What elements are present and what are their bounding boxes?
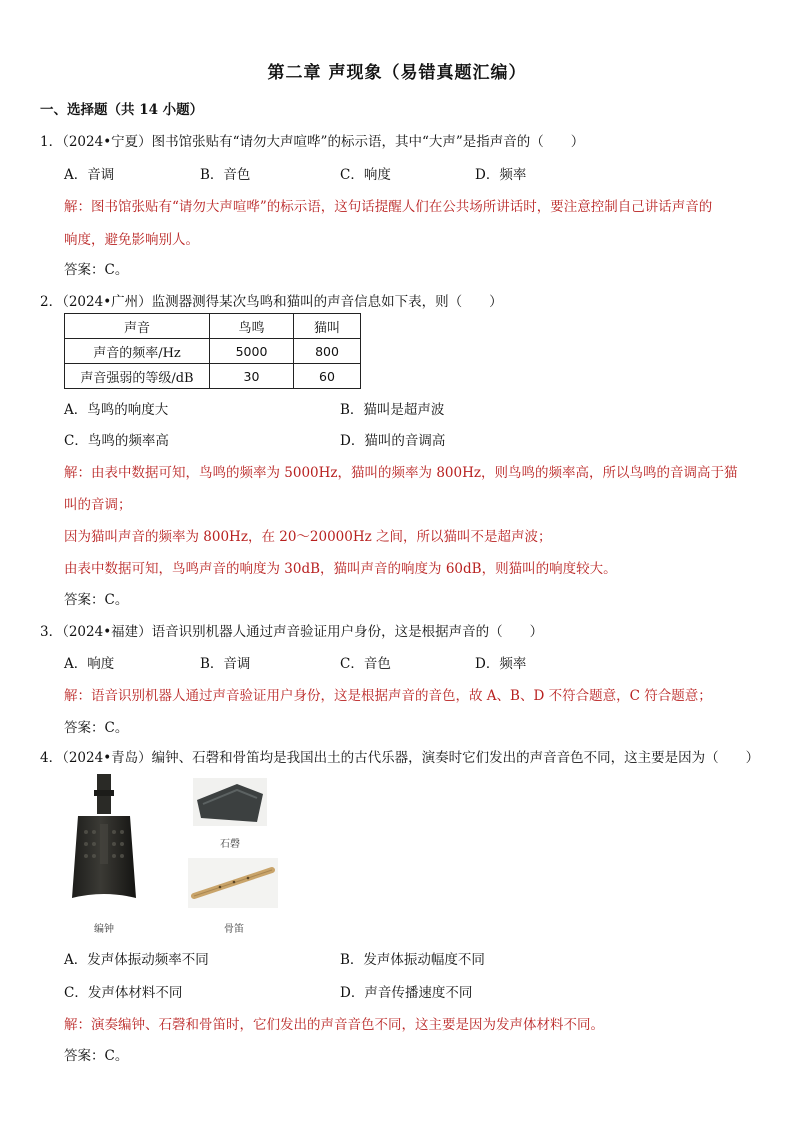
table-header-row	[65, 314, 361, 339]
table-cell: 声音的频率/Hz	[65, 339, 210, 364]
page-title: 第二章 声现象（易错真题汇编）	[267, 63, 527, 83]
question-1-solution-line: 解：图书馆张贴有“请勿大声喧哗”的标示语，这句话提醒人们在公共场所讲话时，要注意控制自己讲话声音的	[64, 199, 713, 215]
question-3-option-b: B．音调	[200, 656, 251, 672]
sound-data-table	[64, 313, 361, 389]
question-2-solution-line: 由表中数据可知，鸟鸣声音的响度为 30dB，猫叫声音的响度为 60dB，则猫叫的响度较大。	[64, 561, 617, 577]
question-2-answer: 答案：C。	[64, 592, 129, 608]
question-4-option-b: B．发声体振动幅度不同	[340, 952, 485, 968]
bone-flute-caption: 骨笛	[224, 924, 244, 935]
bone-flute-image	[188, 858, 278, 908]
question-1-option-b: B．音色	[200, 167, 251, 183]
question-2-solution-line: 因为猫叫声音的频率为 800Hz，在 20～20000Hz 之间，所以猫叫不是超声波；	[64, 529, 552, 545]
question-1-option-c: C．响度	[340, 167, 391, 183]
table-header-cell: 鸟鸣	[210, 314, 294, 339]
table-cell: 60	[294, 364, 361, 389]
question-2-stem: 2．（2024•广州）监测器测得某次鸟鸣和猫叫的声音信息如下表，则（ ）	[40, 294, 503, 310]
stone-chime-image	[193, 778, 267, 826]
question-1-option-d: D．频率	[475, 167, 527, 183]
question-3-option-d: D．频率	[475, 656, 527, 672]
question-2-option-a: A．鸟鸣的响度大	[64, 402, 169, 418]
table-row	[65, 339, 361, 364]
question-1-stem: 1．（2024•宁夏）图书馆张贴有“请勿大声喧哗”的标示语，其中“大声”是指声音的（ ）	[40, 134, 585, 150]
table-cell: 5000	[210, 339, 294, 364]
question-4-solution-line: 解：演奏编钟、石磬和骨笛时，它们发出的声音音色不同，这主要是因为发声体材料不同。	[64, 1017, 604, 1033]
table-header-cell: 猫叫	[294, 314, 361, 339]
question-4-option-c: C．发声体材料不同	[64, 985, 183, 1001]
question-4-answer: 答案：C。	[64, 1048, 129, 1064]
table-cell: 30	[210, 364, 294, 389]
table-cell: 声音强弱的等级/dB	[65, 364, 210, 389]
table-header-cell: 声音	[65, 314, 210, 339]
question-1-option-a: A．音调	[64, 167, 115, 183]
question-3-option-a: A．响度	[64, 656, 115, 672]
question-1-answer: 答案：C。	[64, 262, 129, 278]
bell-caption: 编钟	[94, 924, 114, 935]
question-2-solution-line: 叫的音调；	[64, 497, 132, 513]
question-3-option-c: C．音色	[340, 656, 391, 672]
section-heading: 一、选择题（共 14 小题）	[40, 102, 204, 118]
table-cell: 800	[294, 339, 361, 364]
question-2-solution-line: 解：由表中数据可知，鸟鸣的频率为 5000Hz，猫叫的频率为 800Hz，则鸟鸣的频率高，所以鸟鸣的音调高于猫	[64, 465, 738, 481]
question-3-answer: 答案：C。	[64, 720, 129, 736]
bronze-bell-image	[64, 772, 144, 912]
question-4-option-a: A．发声体振动频率不同	[64, 952, 209, 968]
stone-chime-caption: 石磬	[220, 839, 240, 850]
question-2-option-d: D．猫叫的音调高	[340, 433, 446, 449]
question-4-option-d: D．声音传播速度不同	[340, 985, 473, 1001]
question-2-option-b: B．猫叫是超声波	[340, 402, 445, 418]
question-4-stem: 4．（2024•青岛）编钟、石磬和骨笛均是我国出土的古代乐器，演奏时它们发出的声音音色不同，这主要是因为（ ）	[40, 750, 760, 766]
question-3-stem: 3．（2024•福建）语音识别机器人通过声音验证用户身份，这是根据声音的（ ）	[40, 624, 544, 640]
question-2-option-c: C．鸟鸣的频率高	[64, 433, 169, 449]
table-row	[65, 364, 361, 389]
question-1-solution-line: 响度，避免影响别人。	[64, 232, 199, 248]
question-3-solution-line: 解：语音识别机器人通过声音验证用户身份，这是根据声音的音色，故 A、B、D 不符合题意，C 符合题意；	[64, 688, 712, 704]
